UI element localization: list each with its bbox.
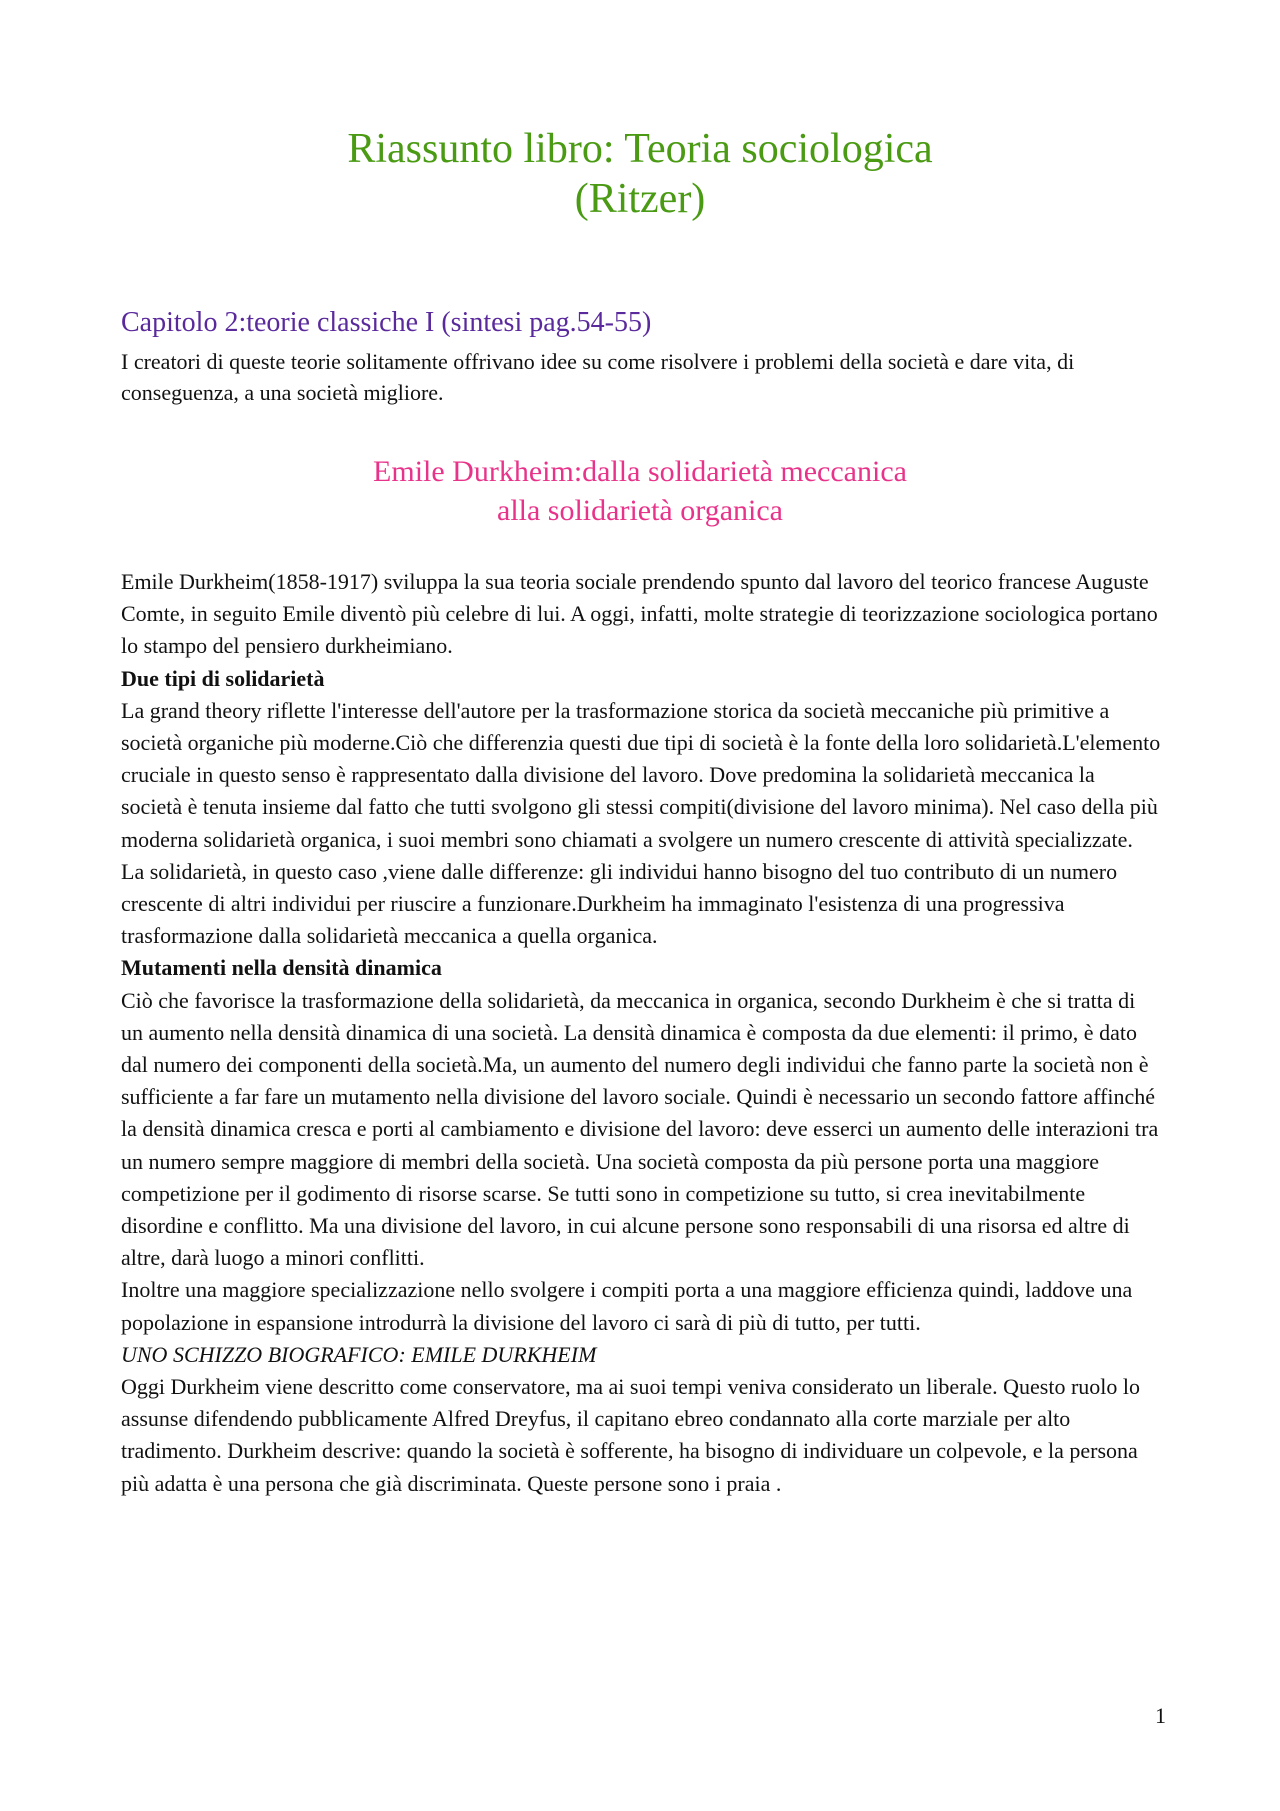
- paragraph-solidarity: La grand theory riflette l'interesse dell'autore per la trasformazione storica da società meccaniche più primitive a società organiche più moderne.Ciò che differenzia questi due tipi di società è la fonte della loro solidarietà.L'elemento cruciale in questo senso è rappresentato dalla divisione del lavoro. Dove predomina la solidarietà meccanica la società è tenuta insieme dal fatto che tutti svolgono gli stessi compiti(divisione del lavoro minima). Nel caso della più moderna solidarietà organica, i suoi membri sono chiamati a svolgere un numero crescente di attività specializzate. La solidarietà, in questo caso ,viene dalle differenze: gli individui hanno bisogno del tuo contributo di un numero crescente di altri individui per riuscire a funzionare.Durkheim ha immaginato l'esistenza di una progressiva trasformazione dalla solidarietà meccanica a quella organica.: [121, 697, 1161, 949]
- chapter-heading: Capitolo 2:teorie classiche I (sintesi pag.54-55): [121, 307, 652, 338]
- document-title-line-1: Riassunto libro: Teoria sociologica: [347, 126, 933, 172]
- document-title-line-2: (Ritzer): [574, 176, 706, 222]
- section-heading-line-2: alla solidarietà organica: [497, 494, 783, 527]
- intro-paragraph: I creatori di queste teorie solitamente offrivano idee su come risolvere i problemi della società e dare vita, di conseguenza, a una società migliore.: [121, 349, 1075, 405]
- document-title: [0, 124, 1280, 224]
- italic-heading-biografia: UNO SCHIZZO BIOGRAFICO: EMILE DURKHEIM: [121, 1341, 597, 1367]
- section-heading: [0, 452, 1280, 530]
- paragraph-specializzazione: Inoltre una maggiore specializzazione nello svolgere i compiti porta a una maggiore efficienza quindi, laddove una popolazione in espansione introdurrà la divisione del lavoro ci sarà di più di tutto, per tutti.: [121, 1277, 1133, 1335]
- page-number: 1: [1155, 1703, 1166, 1728]
- paragraph-biografia: Oggi Durkheim viene descritto come conservatore, ma ai suoi tempi veniva considerato un liberale. Questo ruolo lo assunse difendendo pubblicamente Alfred Dreyfus, il capitano ebreo condannato alla corte marziale per alto tradimento. Durkheim descrive: quando la società è sofferente, ha bisogno di individuare un colpevole, e la persona più adatta è una persona che già discriminata. Queste persone sono i praia .: [121, 1374, 1141, 1496]
- section-heading-line-1: Emile Durkheim:dalla solidarietà meccanica: [373, 455, 907, 488]
- subheading-due-tipi: Due tipi di solidarietà: [121, 665, 325, 691]
- body-text: [121, 566, 1161, 1500]
- paragraph-densita: Ciò che favorisce la trasformazione della solidarietà, da meccanica in organica, secondo Durkheim è che si tratta di un aumento nella densità dinamica di una società. La densità dinamica è composta da due elementi: il primo, è dato dal numero dei componenti della società.Ma, un aumento del numero degli individui che fanno parte la società non è sufficiente a far fare un mutamento nella divisione del lavoro sociale. Quindi è necessario un secondo fattore affinché la densità dinamica cresca e porti al cambiamento e divisione del lavoro: deve esserci un aumento delle interazioni tra un numero sempre maggiore di membri della società. Una società composta da più persone porta una maggiore competizione per il godimento di risorse scarse. Se tutti sono in competizione su tutto, si crea inevitabilmente disordine e conflitto. Ma una divisione del lavoro, in cui alcune persone sono responsabili di una risorsa ed altre di altre, darà luogo a minori conflitti.: [121, 987, 1159, 1271]
- paragraph-durkheim-intro: Emile Durkheim(1858-1917) sviluppa la sua teoria sociale prendendo spunto dal lavoro del teorico francese Auguste Comte, in seguito Emile diventò più celebre di lui. A oggi, infatti, molte strategie di teorizzazione sociologica portano lo stampo del pensiero durkheimiano.: [121, 569, 1158, 659]
- subheading-densita: Mutamenti nella densità dinamica: [121, 955, 442, 981]
